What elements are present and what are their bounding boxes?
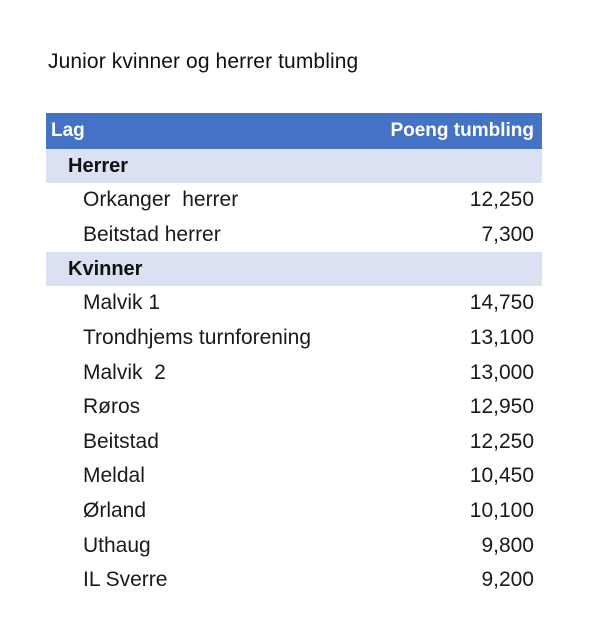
table-row (46, 563, 542, 598)
team-score: 9,200 (481, 568, 534, 592)
results-table (46, 113, 542, 598)
table-row (46, 286, 542, 321)
table-row (46, 459, 542, 494)
team-name: Røros (83, 395, 141, 419)
table-row (46, 355, 542, 390)
team-score: 10,100 (469, 499, 534, 523)
team-name: Beitstad herrer (83, 222, 221, 246)
team-name: Trondhjems turnforening (83, 326, 312, 350)
team-score: 7,300 (481, 222, 534, 246)
team-name: Malvik 2 (83, 360, 166, 384)
team-score: 13,000 (469, 360, 534, 384)
team-name: Ørland (83, 499, 147, 523)
team-score: 12,250 (469, 429, 534, 453)
group-row-kvinner (46, 252, 542, 286)
header-score: Poeng tumbling (390, 120, 534, 141)
table-row (46, 321, 542, 356)
table-row (46, 528, 542, 563)
team-score: 12,250 (469, 188, 534, 212)
table-row (46, 425, 542, 460)
team-name: Orkanger herrer (83, 188, 239, 212)
header-team: Lag (51, 120, 85, 141)
page-title: Junior kvinner og herrer tumbling (48, 50, 359, 73)
group-label: Kvinner (68, 257, 143, 280)
team-name: Meldal (83, 464, 145, 488)
group-row-herrer (46, 149, 542, 183)
team-name: Uthaug (83, 533, 151, 557)
table-header-row (46, 113, 542, 149)
team-score: 10,450 (469, 464, 534, 488)
table-row (46, 494, 542, 529)
team-score: 13,100 (469, 326, 534, 350)
team-score: 14,750 (469, 291, 534, 315)
team-name: Malvik 1 (83, 291, 161, 315)
group-label: Herrer (68, 154, 129, 177)
team-name: Beitstad (83, 429, 159, 453)
team-score: 12,950 (469, 395, 534, 419)
team-name: IL Sverre (83, 568, 168, 592)
table-row (46, 390, 542, 425)
table-row (46, 183, 542, 218)
table-row (46, 218, 542, 253)
team-score: 9,800 (481, 533, 534, 557)
